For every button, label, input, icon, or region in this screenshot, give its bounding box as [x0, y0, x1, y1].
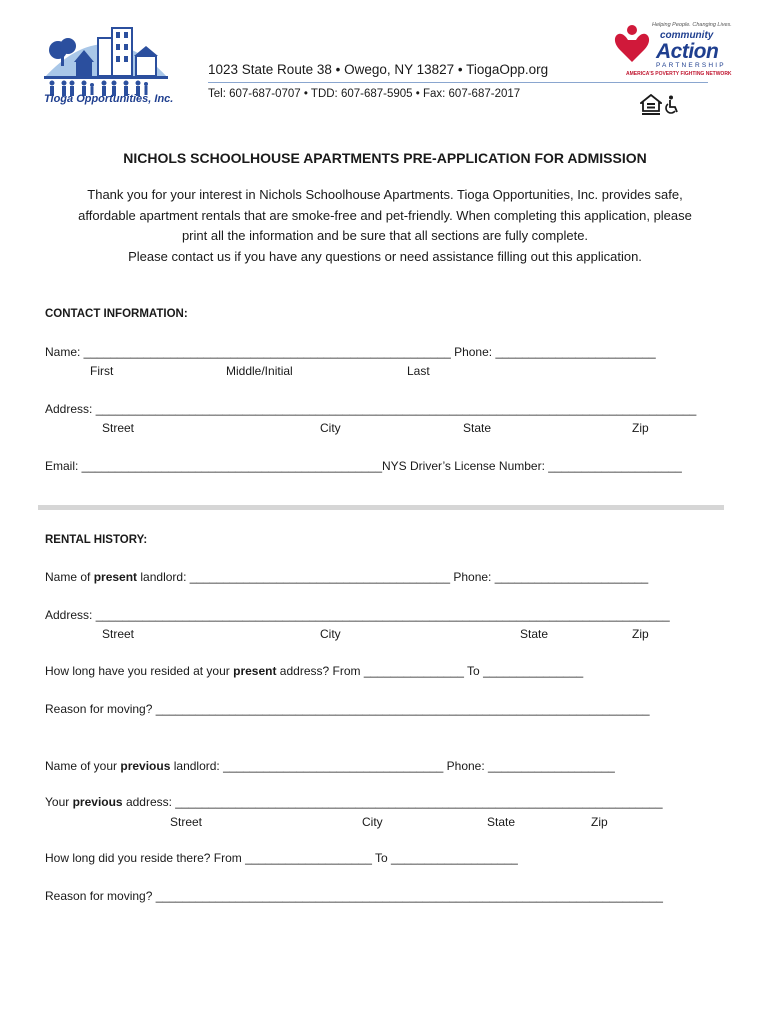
label-part: Name of	[45, 570, 94, 584]
zip-caption: Zip	[632, 421, 649, 435]
label-part: Your	[45, 795, 73, 809]
city-caption: City	[320, 627, 341, 641]
org-name: Tioga Opportunities, Inc.	[44, 93, 174, 105]
street-caption: Street	[102, 421, 135, 435]
state-caption: State	[487, 815, 516, 829]
address-field[interactable]: Address: __________________________________________________________________________________________	[45, 402, 697, 416]
intro-line: Please contact us if you have any questions or need assistance filling out this application.	[128, 248, 642, 264]
rental-address-field[interactable]: Address: ______________________________________________________________________________________	[45, 608, 670, 622]
label-part: address: _________________________________________________________________________	[122, 795, 663, 809]
name-first-caption: First	[90, 364, 114, 378]
equal-housing-icon	[640, 94, 662, 116]
form-intro	[40, 185, 730, 267]
street-caption: Street	[102, 627, 135, 641]
section-divider	[38, 505, 724, 510]
street-caption: Street	[170, 815, 203, 829]
label-part: address? From _______________ To _______________	[276, 664, 584, 678]
previous-landlord-field[interactable]	[45, 759, 615, 773]
org-contact-numbers: Tel: 607-687-0707 • TDD: 607-687-5905 • Fax: 607-687-2017	[208, 88, 521, 100]
email-license-field[interactable]: Email: _____________________________________________NYS Driver’s License Number: ____________________	[45, 459, 682, 473]
partner-community-text: community	[660, 30, 714, 41]
partner-tagline: Helping People. Changing Lives.	[652, 22, 732, 28]
rental-section-heading: RENTAL HISTORY:	[45, 534, 148, 546]
present-duration-field[interactable]	[45, 664, 583, 678]
intro-line: affordable apartment rentals that are smoke-free and pet-friendly. When completing this application, please	[78, 207, 692, 223]
reason-moving-field[interactable]: Reason for moving? __________________________________________________________________________	[45, 702, 650, 716]
emphasis-word: present	[233, 664, 277, 678]
emphasis-word: present	[93, 570, 138, 584]
previous-address-field[interactable]	[45, 795, 663, 809]
state-caption: State	[463, 421, 492, 435]
partner-network-text: AMERICA'S POVERTY FIGHTING NETWORK	[626, 71, 732, 77]
header-divider	[208, 82, 708, 83]
org-address: 1023 State Route 38 • Owego, NY 13827 • TiogaOpp.org	[208, 62, 549, 77]
previous-duration-field[interactable]: How long did you reside there? From ___________________ To ___________________	[45, 851, 518, 865]
label-part: landlord: _______________________________________ Phone: _______________________	[137, 570, 649, 584]
zip-caption: Zip	[632, 627, 649, 641]
label-part: landlord: _________________________________ Phone: ___________________	[170, 759, 615, 773]
state-caption: State	[520, 627, 549, 641]
city-caption: City	[320, 421, 341, 435]
emphasis-word: previous	[72, 795, 123, 809]
emphasis-word: previous	[120, 759, 171, 773]
zip-caption: Zip	[591, 815, 608, 829]
intro-line: print all the information and be sure that all sections are fully complete.	[181, 228, 589, 243]
contact-section-heading: CONTACT INFORMATION:	[45, 308, 188, 320]
partner-partnership-text: PARTNERSHIP	[656, 62, 726, 69]
intro-line: Thank you for your interest in Nichols Schoolhouse Apartments. Tioga Opportunities, Inc. provides safe,	[87, 187, 683, 202]
accessibility-icon	[664, 95, 680, 115]
label-part: Name of your	[45, 759, 121, 773]
name-middle-caption: Middle/Initial	[226, 364, 293, 378]
name-last-caption: Last	[407, 364, 430, 378]
name-phone-field[interactable]: Name: _______________________________________________________ Phone: ________________________	[45, 345, 656, 359]
present-landlord-field[interactable]	[45, 570, 648, 584]
form-title: NICHOLS SCHOOLHOUSE APARTMENTS PRE-APPLICATION FOR ADMISSION	[123, 150, 647, 166]
label-part: How long have you resided at your	[45, 664, 234, 678]
city-caption: City	[362, 815, 383, 829]
partner-action-text: Action	[656, 40, 719, 63]
reason-moving-previous-field[interactable]: Reason for moving? ____________________________________________________________________________	[45, 889, 663, 903]
